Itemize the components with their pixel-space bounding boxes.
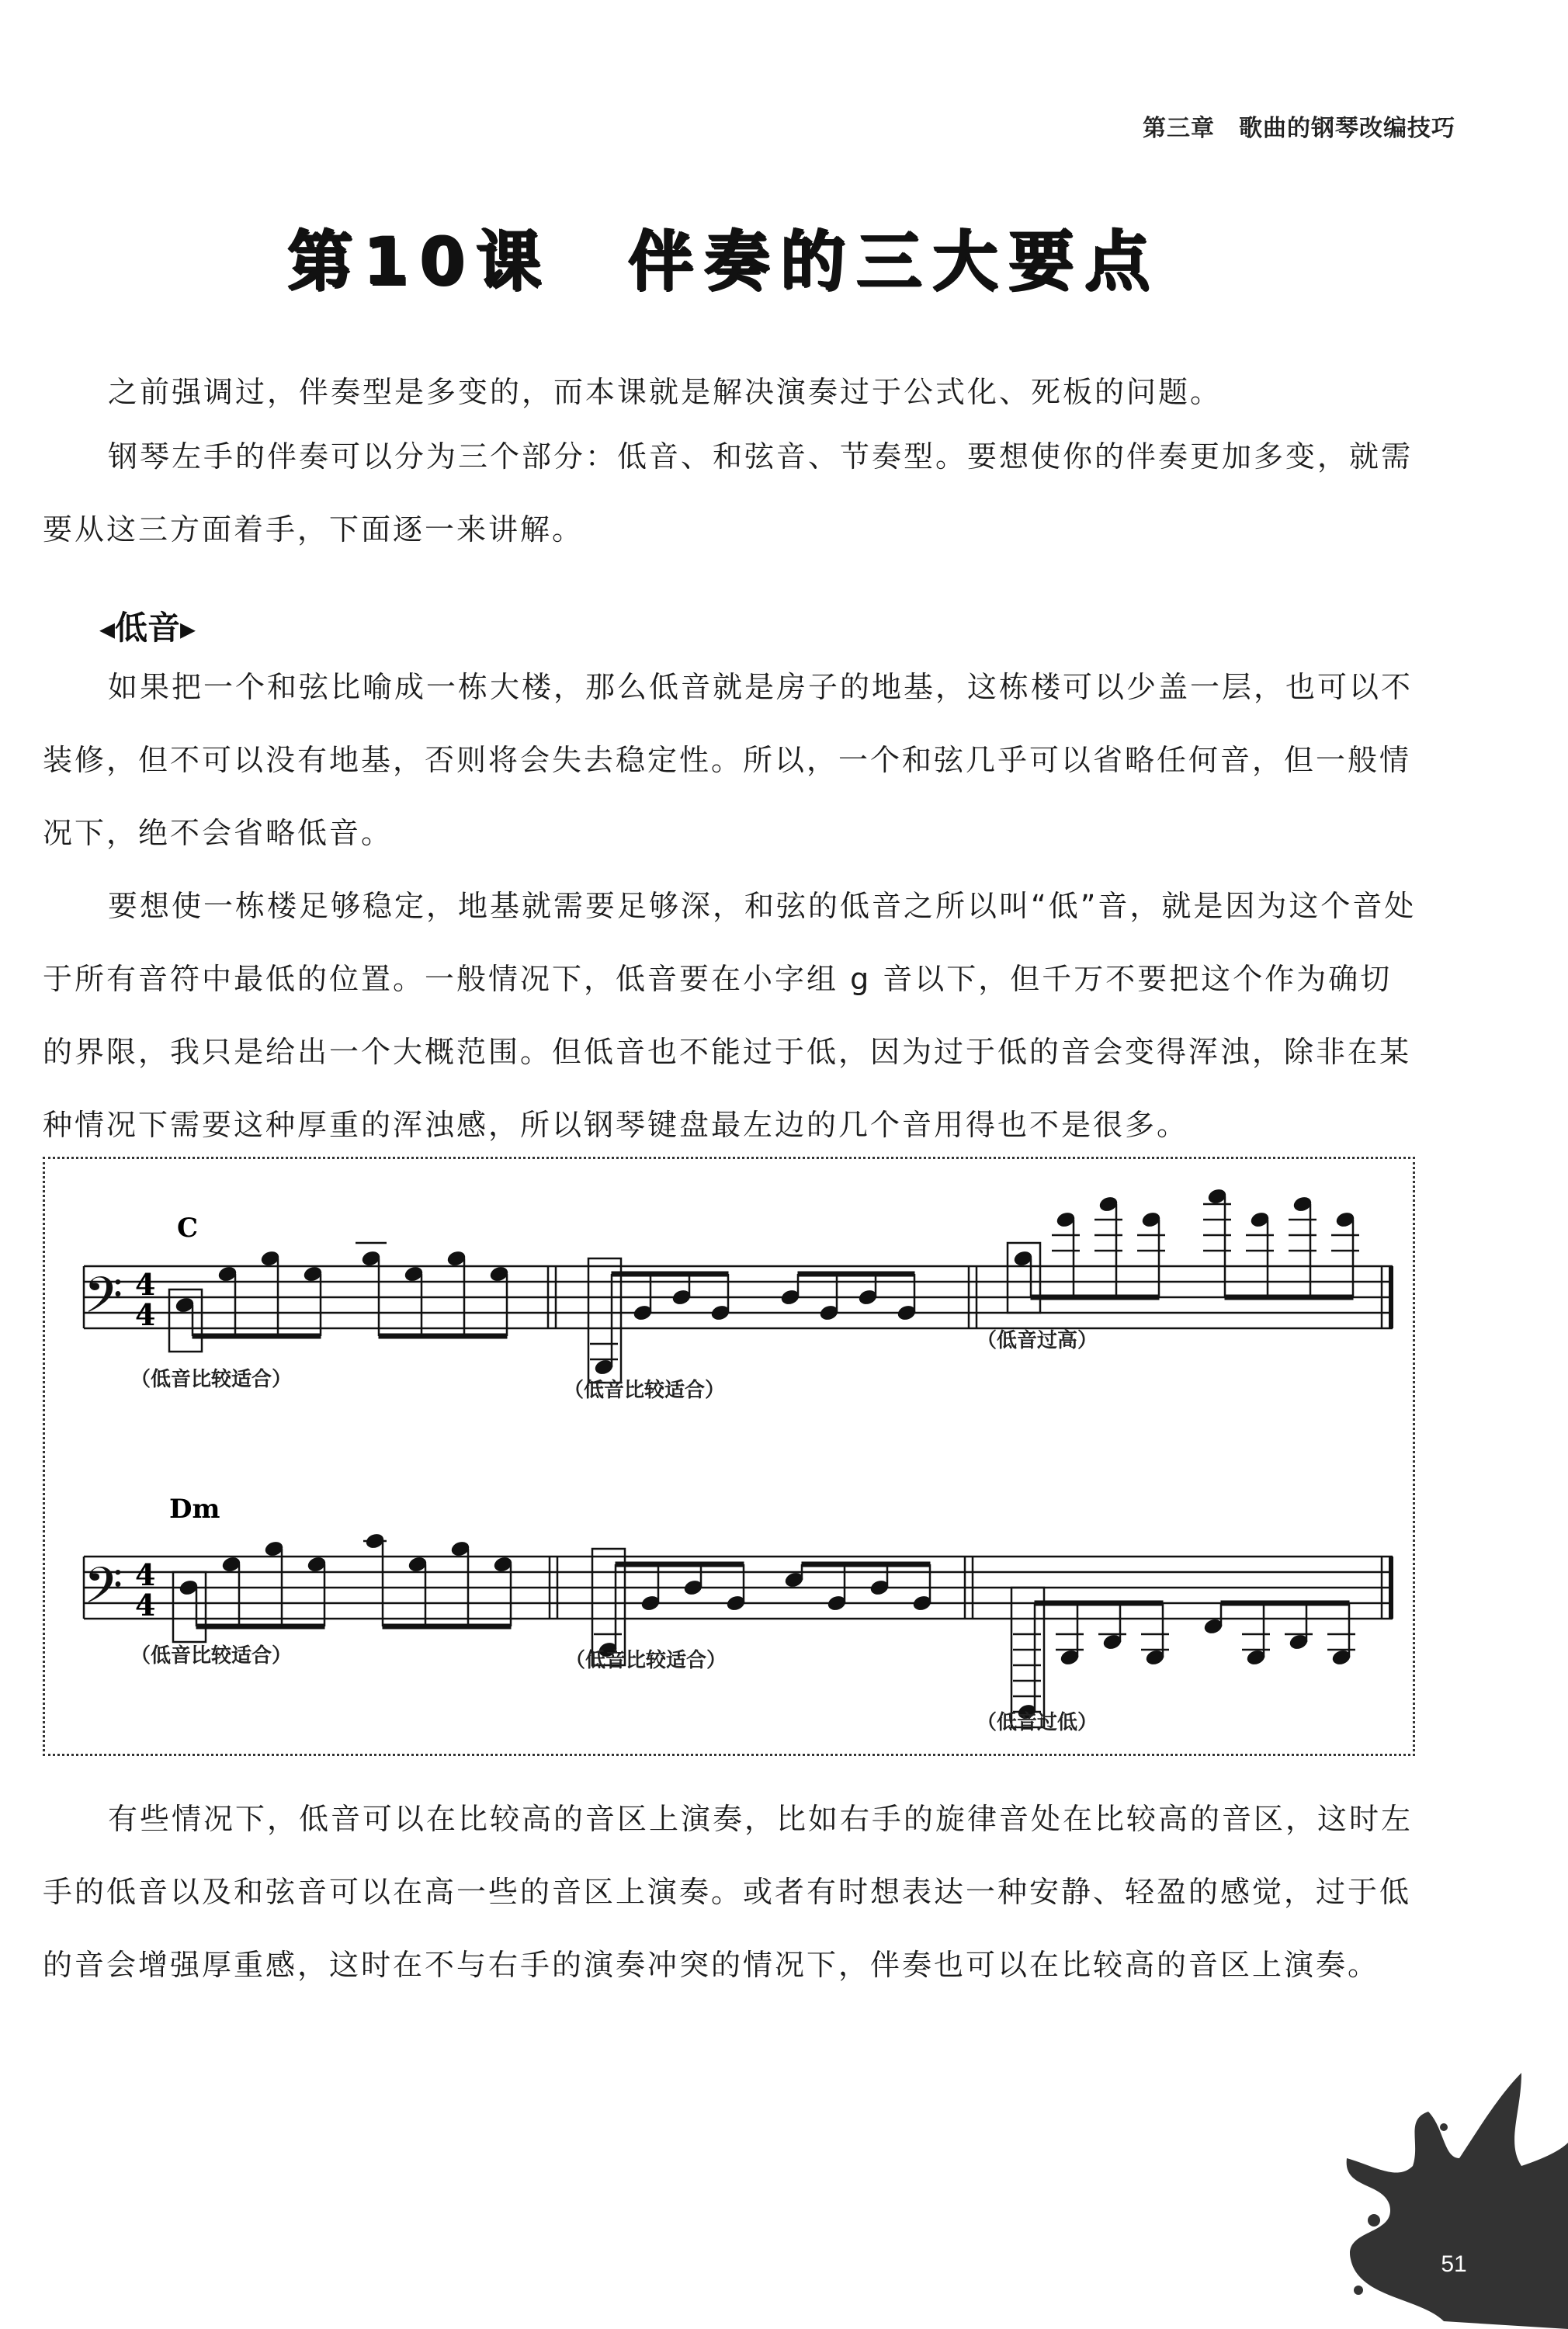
- paragraph-intro: [43, 356, 1421, 429]
- section-label-bass: ◀低音▶: [99, 609, 196, 647]
- chord-symbol: C: [177, 1213, 199, 1244]
- paragraph-text: 钢琴左手的伴奏可以分为三个部分：低音、和弦音、节奏型。要想使你的伴奏更加多变，就需要从这三方面着手，下面逐一来讲解。: [43, 439, 1414, 547]
- annotation-label: （低音比较适合）: [130, 1644, 293, 1668]
- left-triangle-icon: ◀: [99, 618, 115, 642]
- paragraph-three-parts: [43, 420, 1421, 566]
- music-notation: [45, 1159, 1417, 1758]
- bass-clef-icon: 𝄢: [84, 1267, 123, 1337]
- annotation-label: （低音比较适合）: [565, 1649, 727, 1672]
- time-sig-top: 4: [135, 1267, 156, 1302]
- annotation-label: （低音过低）: [977, 1711, 1098, 1734]
- annotation-label: （低音比较适合）: [130, 1368, 293, 1391]
- paragraph-high-register: [43, 1782, 1421, 2001]
- lesson-title: 第10课 伴奏的三大要点: [287, 224, 1160, 300]
- right-triangle-icon: ▶: [180, 618, 196, 642]
- page-number: 51: [1441, 2251, 1467, 2277]
- annotation-label: （低音比较适合）: [564, 1379, 726, 1402]
- paragraph-text: 之前强调过，伴奏型是多变的，而本课就是解决演奏过于公式化、死板的问题。: [108, 375, 1223, 409]
- chapter-header: 第三章 歌曲的钢琴改编技巧: [1143, 115, 1455, 142]
- paragraph-foundation: [43, 651, 1421, 869]
- bass-clef-icon: 𝄢: [84, 1557, 123, 1627]
- annotation-label: （低音过高）: [977, 1329, 1098, 1352]
- chord-symbol: Dm: [169, 1494, 220, 1525]
- paragraph-bass-range: [43, 869, 1421, 1161]
- paragraph-text: 有些情况下，低音可以在比较高的音区上演奏，比如右手的旋律音处在比较高的音区，这时左手的低音以及和弦音可以在高一些的音区上演奏。或者有时想表达一种安静、轻盈的感觉，过于低的音会增强厚重感，这时在不与右手的演奏冲突的情况下，伴奏也可以在比较高的音区上演奏。: [43, 1802, 1414, 1982]
- time-sig-bottom: 4: [135, 1588, 156, 1623]
- time-sig-top: 4: [135, 1557, 156, 1592]
- paragraph-text: 要想使一栋楼足够稳定，地基就需要足够深，和弦的低音之所以叫“低”音，就是因为这个音处于所有音符中最低的位置。一般情况下，低音要在小字组 g 音以下，但千万不要把这个作为确切的界限，我只是给出一个大概范围。但低音也不能过于低，因为过于低的音会变得浑浊，除非在某种情况下需要这种厚重的浑浊感，所以钢琴键盘最左边的几个音用得也不是很多。: [43, 889, 1417, 1142]
- ink-splash-graphic: [1327, 2065, 1568, 2329]
- paragraph-text: 如果把一个和弦比喻成一栋大楼，那么低音就是房子的地基，这栋楼可以少盖一层，也可以不装修，但不可以没有地基，否则将会失去稳定性。所以，一个和弦几乎可以省略任何音，但一般情况下，绝不会省略低音。: [43, 670, 1414, 850]
- time-sig-bottom: 4: [135, 1297, 156, 1332]
- music-example-box: [43, 1157, 1415, 1756]
